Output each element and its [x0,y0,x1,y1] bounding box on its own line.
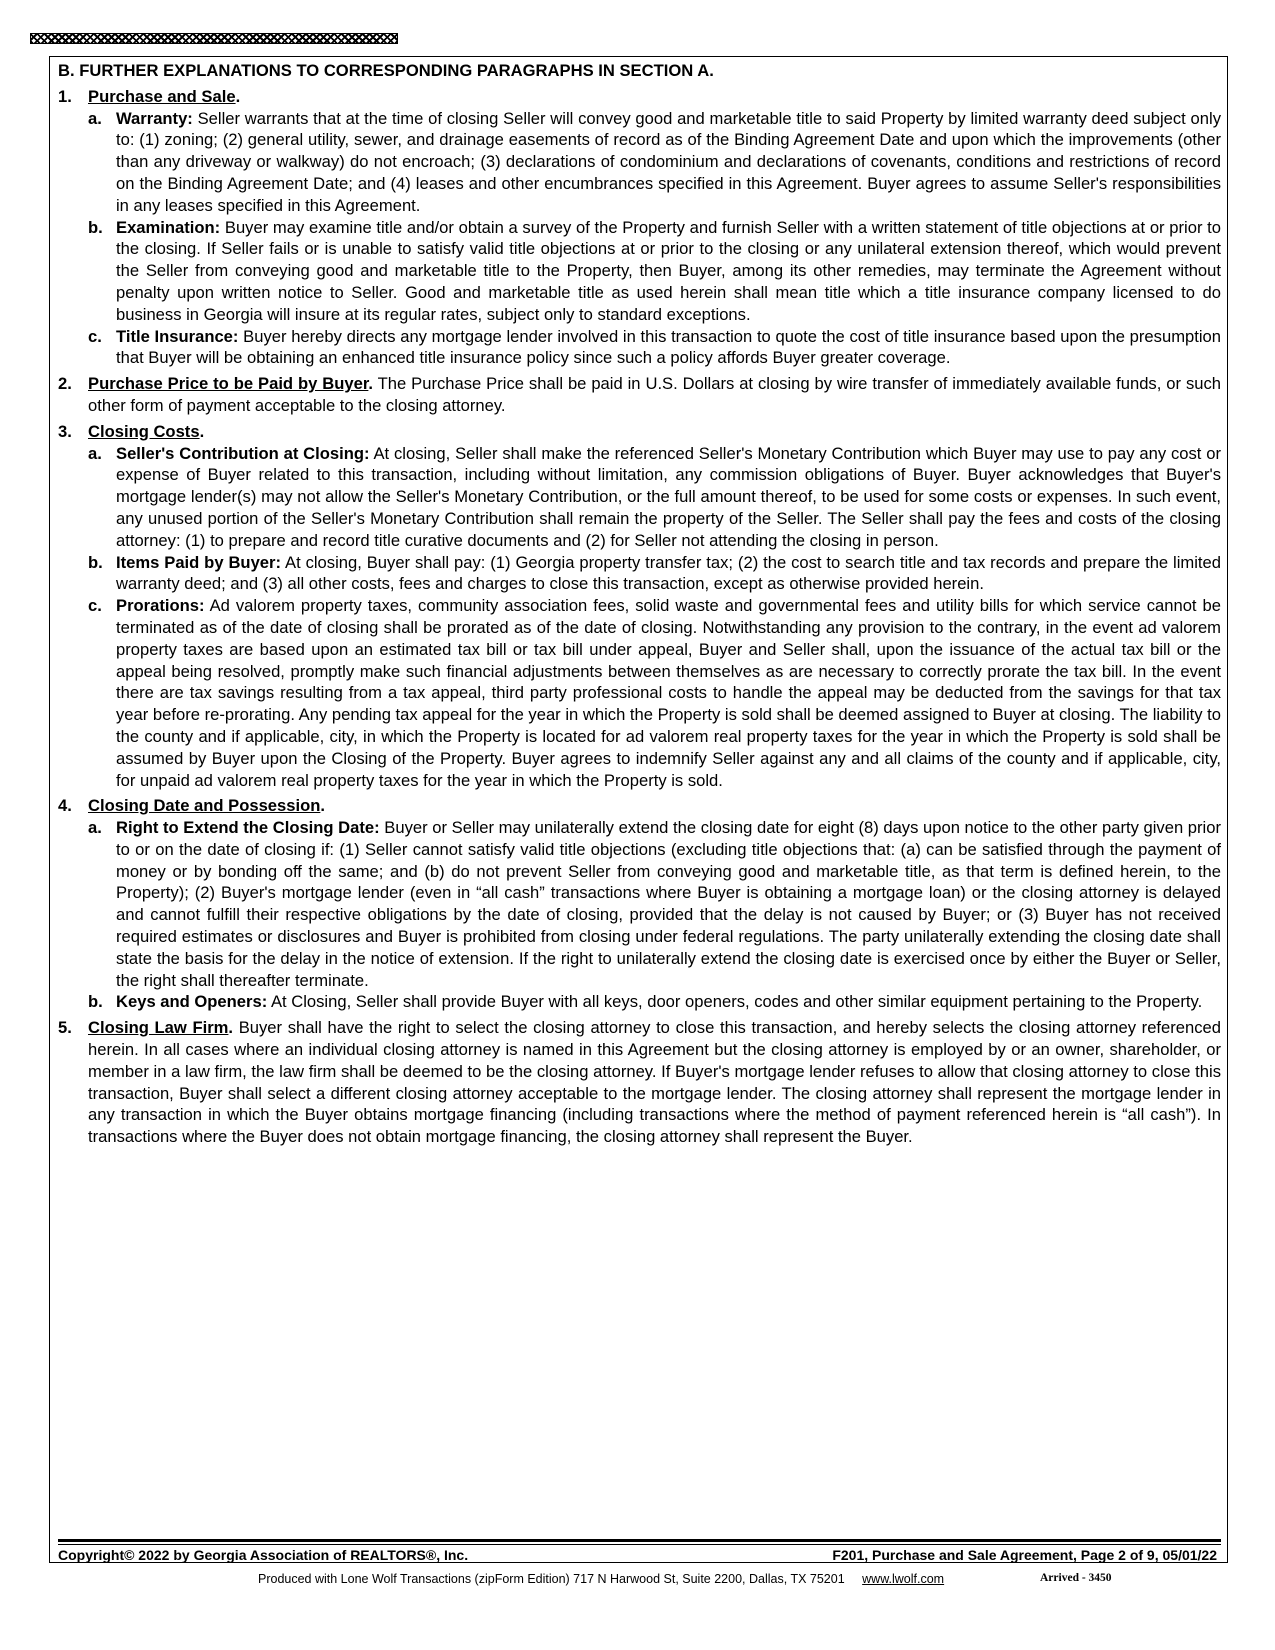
sub-label: Seller's Contribution at Closing: [116,443,370,463]
sub-label: Warranty: [116,108,193,128]
sub-text: Buyer hereby directs any mortgage lender involved in this transaction to quote the cost of title insurance based upon the presumption that Buyer will be obtaining an enhanced title insurance policy since such a policy affords Buyer greater coverage. [116,326,1221,368]
subparagraph-3b [58,552,1221,596]
subparagraph-1b [58,217,1221,326]
subparagraph-1c [58,326,1221,370]
paragraph-3: 3. Closing Costs. [58,421,205,441]
footer-copyright: Copyright© 2022 by Georgia Association of REALTORS®, Inc. [58,1547,469,1563]
sub-label: Examination: [116,217,221,237]
sub-letter: a. [88,108,102,128]
sub-letter: b. [88,217,103,237]
sub-label: Right to Extend the Closing Date: [116,818,380,838]
decorative-hatch-bar [30,33,398,44]
lwolf-link[interactable]: www.lwolf.com [862,1572,945,1586]
paragraph-4: 4. Closing Date and Possession. [58,796,325,816]
paragraph-5: 5. Closing Law Firm. Buyer shall have the right to select the closing attorney to close this transaction, and hereby selects the closing attorney referenced herein. In all cases where an individual closing attorney is named in this Agreement but the closing attorney is employed by or an owner, shareholder, or member in a law firm, the law firm shall be deemed to be the closing attorney. If Buyer's mortgage lender refuses to allow that closing attorney to close this transaction, Buyer shall select a different closing attorney acceptable to the mortgage lender. The closing attorney shall represent the mortgage lender in any transaction in which the Buyer obtains mortgage financing (including transactions where the method of payment referenced herein is “all cash”). In transactions where the Buyer does not obtain mortgage financing, the closing attorney shall represent the Buyer. [58,1018,1222,1147]
paragraph-1: 1. Purchase and Sale. [58,86,241,106]
paragraph-heading: Purchase and Sale [88,86,236,106]
sub-letter: b. [88,552,103,572]
paragraph-text: Buyer shall have the right to select the closing attorney to close this transaction, and hereby selects the closing attorney referenced herein. In all cases where an individual closing attorney is named in this Agreement but the closing attorney is employed by or an owner, shareholder, or member in a law firm, the law firm shall be deemed to be the closing attorney. If Buyer's mortgage lender refuses to allow that closing attorney to close this transaction, Buyer shall select a different closing attorney acceptable to the mortgage lender. The closing attorney shall represent the mortgage lender in any transaction in which the Buyer obtains mortgage financing (including transactions where the method of payment referenced herein is “all cash”). In transactions where the Buyer does not obtain mortgage financing, the closing attorney shall represent the Buyer. [88,1018,1222,1147]
paragraph-number: 5. [58,1018,72,1038]
sub-letter: c. [88,596,102,616]
produced-text: Produced with Lone Wolf Transactions (zipForm Edition) 717 N Harwood St, Suite 2200, Dallas, TX 75201 [258,1572,845,1586]
paragraph-number: 1. [58,86,72,106]
subparagraph-4a [58,817,1221,991]
subparagraph-3c [58,595,1221,791]
paragraph-heading: Closing Costs [88,421,200,441]
document-body [58,60,1221,1148]
paragraph-number: 3. [58,421,72,441]
paragraph-number: 4. [58,796,72,816]
sub-text: Seller warrants that at the time of closing Seller will convey good and marketable title to said Property by limited warranty deed subject only to: (1) zoning; (2) general utility, sewer, and drainage easements of record as of the Binding Agreement Date and upon which the improvements (other than any driveway or walkway) do not encroach; (3) declarations of condominium and declarations of covenants, conditions and restrictions of record on the Binding Agreement Date; and (4) leases and other encumbrances specified in this Agreement. Buyer agrees to assume Seller's responsibilities in any leases specified in this Agreement. [116,108,1221,215]
sub-text: At Closing, Seller shall provide Buyer with all keys, door openers, codes and other similar equipment pertaining to the Property. [267,992,1203,1012]
paragraph-2: 2. Purchase Price to be Paid by Buyer. The Purchase Price shall be paid in U.S. Dollars at closing by wire transfer of immediately available funds, or such other form of payment acceptable to the closing attorney. [58,374,1221,415]
subparagraph-1a [58,108,1221,217]
sub-label: Keys and Openers: [116,992,268,1012]
produced-with-line [258,1572,944,1586]
paragraph-number: 2. [58,374,72,394]
sub-text: Buyer may examine title and/or obtain a survey of the Property and furnish Seller with a written statement of title objections at or prior to the closing. If Seller fails or is unable to satisfy valid title objections at or prior to the closing or any unilateral extension thereof, which would prevent the Seller from conveying good and marketable title to the Property, then Buyer, among its other remedies, may terminate the Agreement without penalty upon written notice to Seller. Good and marketable title as used herein shall mean title which a title insurance company licensed to do business in Georgia will insure at its regular rates, subject only to standard exceptions. [116,217,1221,324]
sub-text: Ad valorem property taxes, community association fees, solid waste and governmental fees and utility bills for which service cannot be terminated as of the date of closing shall be prorated as of the date of closing. Notwithstanding any provision to the contrary, in the event ad valorem property taxes are based upon an estimated tax bill or tax bill under appeal, Buyer and Seller shall, upon the issuance of the actual tax bill or the appeal being resolved, promptly make such financial adjustments between themselves as are necessary to correctly prorate the tax bill. In the event there are tax savings resulting from a tax appeal, third party professional costs to handle the appeal may be deducted from the savings for that tax year before re-prorating. Any pending tax appeal for the year in which the Property is sold shall be deemed assigned to Buyer at closing. The liability to the county and if applicable, city, in which the Property is located for ad valorem real property taxes for the year in which the Property is sold shall be assumed by Buyer upon the Closing of the Property. Buyer agrees to indemnify Seller against any and all claims of the county and if applicable, city, for unpaid ad valorem real property taxes for the year in which the Property is sold. [116,596,1221,790]
sub-label: Prorations: [116,596,205,616]
sub-label: Title Insurance: [116,326,239,346]
sub-letter: b. [88,992,103,1012]
sub-text: At closing, Seller shall make the referenced Seller's Monetary Contribution which Buyer may use to pay any cost or expense of Buyer related to this transaction, including without limitation, any commission obligations of Buyer. Buyer acknowledges that Buyer's mortgage lender(s) may not allow the Seller's Monetary Contribution, or the full amount thereof, to be used for some costs or expenses. In such event, any unused portion of the Seller's Monetary Contribution shall remain the property of the Seller. The Seller shall pay the fees and costs of the closing attorney: (1) to prepare and record title curative documents and (2) for Seller not attending the closing in person. [116,443,1221,550]
paragraph-text: The Purchase Price shall be paid in U.S. Dollars at closing by wire transfer of immediately available funds, or such other form of payment acceptable to the closing attorney. [88,374,1221,415]
footer-rule-thick [58,1539,1221,1542]
subparagraph-3a [58,443,1221,552]
paragraph-heading: Purchase Price to be Paid by Buyer [88,374,369,394]
footer-rule-thin [58,1544,1221,1545]
sub-label: Items Paid by Buyer: [116,552,282,572]
sub-letter: a. [88,818,102,838]
sub-text: Buyer or Seller may unilaterally extend the closing date for eight (8) days upon notice to the other party given prior to or on the date of closing if: (1) Seller cannot satisfy valid title objections (excluding title objections that: (a) can be satisfied through the payment of money or by bonding off the same; and (b) do not prevent Seller from conveying good and marketable title, as that term is defined herein, to the Property); (2) Buyer's mortgage lender (even in “all cash” transactions where Buyer is obtaining a mortgage loan) or the closing attorney is delayed and cannot fulfill their respective obligations by the date of closing, provided that the delay is not caused by Buyer; or (3) Buyer has not received required estimates or disclosures and Buyer is prohibited from closing under federal regulations. The party unilaterally extending the closing date shall state the basis for the delay in the notice of extension. If the right to unilaterally extend the closing date is exercised once by either the Buyer or Seller, the right shall thereafter terminate. [116,818,1221,990]
paragraph-heading: Closing Law Firm [88,1018,229,1038]
sub-letter: a. [88,443,102,463]
sub-text: At closing, Buyer shall pay: (1) Georgia property transfer tax; (2) the cost to search title and tax records and prepare the limited warranty deed; and (3) all other costs, fees and charges to close this transaction, except as otherwise provided herein. [116,552,1221,594]
subparagraph-4b [58,991,1221,1013]
paragraph-heading: Closing Date and Possession [88,796,321,816]
footer-form-id: F201, Purchase and Sale Agreement, Page 2 of 9, 05/01/22 [832,1547,1217,1563]
section-title: B. FURTHER EXPLANATIONS TO CORRESPONDING PARAGRAPHS IN SECTION A. [58,61,714,80]
sub-letter: c. [88,326,102,346]
arrived-stamp: Arrived - 3450 [1040,1572,1112,1584]
